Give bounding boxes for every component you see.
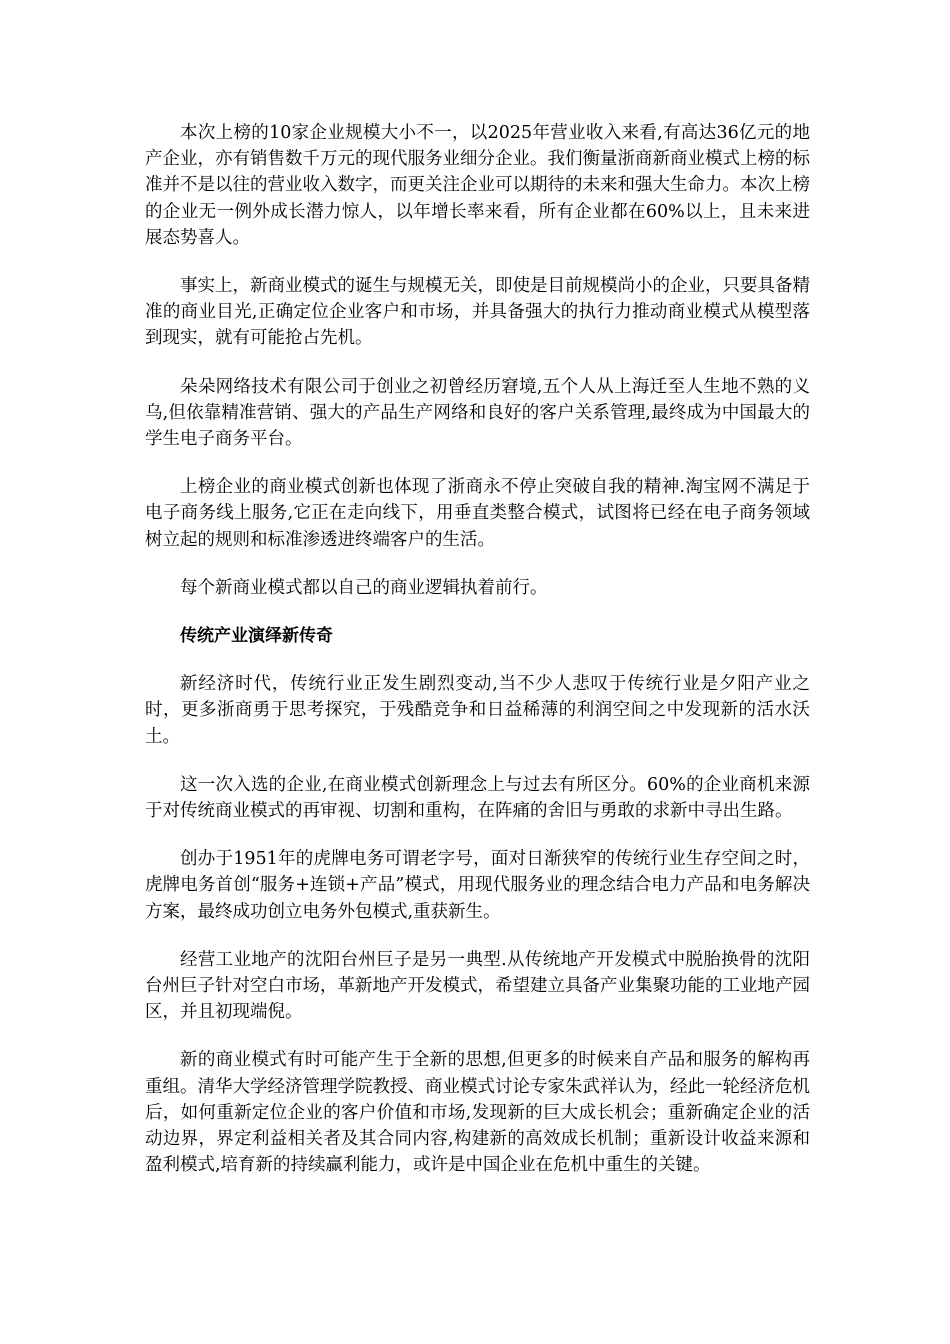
paragraph-business-logic: 每个新商业模式都以自己的商业逻辑执着前行。: [180, 577, 548, 598]
paragraph-scale-irrelevant: 事实上，新商业模式的诞生与规模无关，即使是目前规模尚小的企业，只要具备精准的商业目光,正确定位企业客户和市场，并具备强大的执行力推动商业模式从模型落到现实，就有可能抢占先机。: [145, 276, 810, 349]
paragraph-duoduo-network: 朵朵网络技术有限公司于创业之初曾经历窘境,五个人从上海迁至人生地不熟的义乌,但依靠精准营销、强大的产品生产网络和良好的客户关系管理,最终成为中国最大的学生电子商务平台。: [145, 376, 810, 450]
paragraph-new-economy: 新经济时代，传统行业正发生剧烈变动,当不少人悲叹于传统行业是夕阳产业之时，更多浙商勇于思考探究，于残酷竞争和日益稀薄的利润空间之中发现新的活水沃土。: [145, 674, 810, 747]
paragraph-ranking-overview: 本次上榜的10家企业规模大小不一，以2025年营业收入来看,有高达36亿元的地产企业，亦有销售数千万元的现代服务业细分企业。我们衡量浙商新商业模式上榜的标准并不是以往的营业收入数字，而更关注企业可以期待的未来和强大生命力。本次上榜的企业无一例外成长潜力惊人，以年增长率来看，所有企业都在60%以上，且未来进展态势喜人。: [145, 123, 810, 248]
paragraph-selected-companies: 这一次入选的企业,在商业模式创新理念上与过去有所区分。60%的企业商机来源于对传统商业模式的再审视、切割和重构，在阵痛的舍旧与勇敢的求新中寻出生路。: [145, 774, 810, 822]
paragraph-restructuring: 新的商业模式有时可能产生于全新的思想,但更多的时候来自产品和服务的解构再重组。清华大学经济管理学院教授、商业模式讨论专家朱武祥认为，经此一轮经济危机后，如何重新定位企业的客户价值和市场,发现新的巨大成长机会；重新确定企业的活动边界，界定利益相关者及其合同内容,构建新的高效成长机制；重新设计收益来源和盈利模式,培育新的持续赢利能力，或许是中国企业在危机中重生的关键。: [145, 1050, 810, 1176]
paragraph-shenyang-taizhou: 经营工业地产的沈阳台州巨子是另一典型.从传统地产开发模式中脱胎换骨的沈阳台州巨子针对空白市场，革新地产开发模式，希望建立具备产业集聚功能的工业地产园区，并且初现端倪。: [145, 949, 810, 1023]
document-body: [145, 120, 810, 1201]
paragraph-taobao-innovation: 上榜企业的商业模式创新也体现了浙商永不停止突破自我的精神.淘宝网不满足于电子商务线上服务,它正在走向线下，用垂直类整合模式，试图将已经在电子商务领域树立起的规则和标准渗透进终端客户的生活。: [145, 477, 810, 550]
paragraph-tiger-electric: 创办于1951年的虎牌电务可谓老字号，面对日渐狭窄的传统行业生存空间之时，虎牌电务首创“服务+连锁+产品”模式，用现代服务业的理念结合电力产品和电务解决方案，最终成功创立电务外包模式,重获新生。: [145, 849, 810, 922]
section-heading: 传统产业演绎新传奇: [180, 626, 333, 647]
